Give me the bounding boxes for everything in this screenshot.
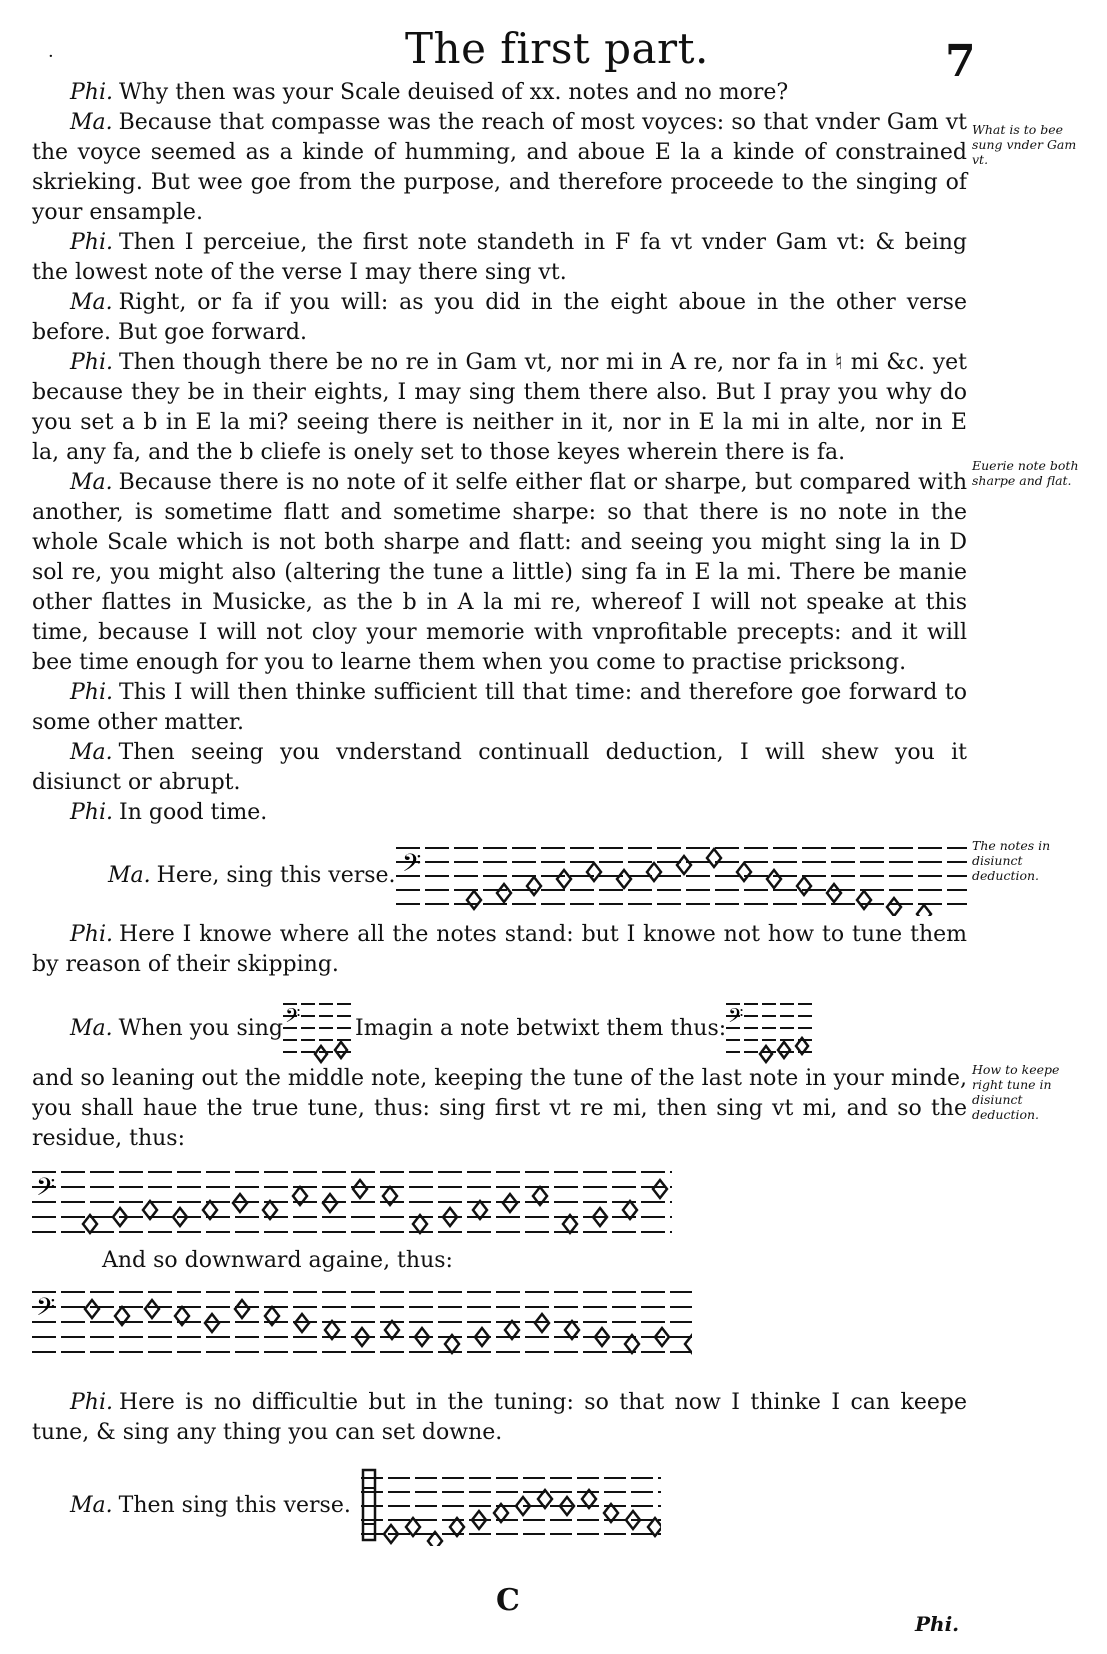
note-head — [467, 891, 481, 909]
paragraph-text: Then sing this verse. — [118, 1493, 351, 1518]
margin-note: What is to bee sung vnder Gam vt. — [972, 122, 1077, 167]
paragraph — [32, 1246, 967, 1276]
note-group — [384, 1490, 661, 1546]
margin-note: Euerie note both sharpe and flat. — [972, 458, 1079, 488]
note-head — [85, 1300, 99, 1318]
paragraph-text: Here, sing this verse. — [156, 863, 396, 888]
music-example-row — [32, 836, 967, 916]
running-header — [0, 18, 1107, 87]
speaker-label: Ma. — [70, 1493, 113, 1518]
paragraph-text: Then I perceiue, the first note standeth in F fa vt vnder Gam vt: & being the lowest note of the verse I may there sing vt. — [32, 230, 967, 285]
paragraph-text: Then seeing you vnderstand continuall deduction, I will shew you it disiunct or abrupt. — [32, 740, 967, 795]
note-head — [497, 884, 511, 902]
speaker-label: Phi. — [70, 680, 114, 705]
paragraph — [32, 678, 967, 738]
paragraph-text: And so downward againe, thus: — [102, 1248, 453, 1273]
paragraph-text: Here I knowe where all the notes stand: but I knowe not how to tune them by reason of their skipping. — [32, 922, 967, 977]
paragraph — [70, 1491, 351, 1521]
paragraph — [32, 468, 967, 678]
music-example-row — [32, 994, 967, 1064]
paragraph-text: Then though there be no re in Gam vt, nor mi in A re, nor fa in ♮ mi &c. yet because they be in their eights, I may sing them there also. But I pray you why do you set a b in E la mi? seeing there is neither in it, nor in E la mi in alte, nor in E la, any fa, and the b cliefe is onely set to those keyes wherein there is fa. — [32, 350, 967, 465]
paragraph-text: This I will then thinke sufficient till that time: and therefore goe forward to some other matter. — [32, 680, 967, 735]
note-head — [767, 870, 781, 888]
paragraph-text: Right, or fa if you will: as you did in the eight aboue in the other verse before. But goe forward. — [32, 290, 967, 345]
note-head — [917, 905, 931, 916]
speaker-label: Ma. — [70, 110, 113, 135]
speaker-label: Phi. — [70, 350, 114, 375]
note-head — [647, 863, 661, 881]
paragraph — [32, 738, 967, 798]
note-head — [737, 863, 751, 881]
paragraph-text: Here is no difficultie but in the tuning: so that now I thinke I can keepe tune, & sing any thing you can set downe. — [32, 1390, 967, 1445]
signature-mark: C — [496, 1583, 520, 1618]
speaker-label: Ma. — [108, 863, 151, 888]
speaker-label: Phi. — [70, 80, 114, 105]
paragraph — [32, 348, 967, 468]
paragraph-text: Because that compasse was the reach of most voyces: so that vnder Gam vt the voyce seemed as a kinde of humming, and aboue E la a kinde of constrained skrieking. But wee goe from the purpose, and therefore proceede to the singing of your ensample. — [32, 110, 967, 225]
speaker-label: Phi. — [70, 1390, 114, 1415]
paragraph — [32, 1064, 967, 1154]
main-text — [32, 78, 967, 1546]
svg-text:𝄢: 𝄢 — [728, 1004, 744, 1032]
svg-text:𝄢: 𝄢 — [401, 849, 421, 884]
music-staff-final — [361, 1466, 661, 1546]
note-group — [83, 1173, 672, 1246]
music-staff-ascending — [32, 1160, 672, 1246]
paragraph — [32, 108, 967, 228]
margin-note: The notes in disiunct deduction. — [972, 838, 1051, 883]
speaker-label: Phi. — [70, 230, 114, 255]
music-example-row — [32, 1466, 967, 1546]
note-head — [617, 870, 631, 888]
svg-text:𝄢: 𝄢 — [36, 1173, 56, 1208]
note-group — [467, 849, 931, 916]
note-head — [353, 1180, 367, 1198]
music-staff-disjunct — [396, 836, 967, 916]
paragraph — [32, 920, 967, 980]
paragraph — [32, 1388, 967, 1448]
note-head — [145, 1300, 159, 1318]
note-head — [677, 856, 691, 874]
speaker-label: Ma. — [70, 1016, 113, 1041]
speaker-label: Ma. — [70, 470, 113, 495]
note-head — [707, 849, 721, 867]
speaker-label: Ma. — [70, 740, 113, 765]
note-head — [797, 877, 811, 895]
paragraph-text: Why then was your Scale deuised of xx. notes and no more? — [119, 80, 789, 105]
music-staff-small — [283, 994, 355, 1064]
print-speck: · — [48, 46, 54, 67]
paragraph — [32, 228, 967, 288]
paragraph — [32, 288, 967, 348]
note-head — [557, 870, 571, 888]
speaker-label: Ma. — [70, 290, 113, 315]
note-head — [887, 898, 901, 916]
note-head — [827, 884, 841, 902]
music-staff-small — [726, 994, 816, 1064]
catchword: Phi. — [915, 1612, 960, 1636]
paragraph — [32, 861, 396, 891]
note-head — [587, 863, 601, 881]
svg-text:𝄢: 𝄢 — [36, 1293, 56, 1328]
music-staff-descending — [32, 1280, 692, 1370]
margin-note: How to keepe right tune in disiunct deduction. — [972, 1062, 1060, 1122]
note-group — [85, 1300, 692, 1367]
note-head — [857, 891, 871, 909]
page-title: The first part. — [405, 24, 709, 73]
paragraph-text: In good time. — [119, 800, 268, 825]
paragraph-text: Because there is no note of it selfe either flat or sharpe, but compared with another, is sometime flatt and sometime sharpe: so that there is no note in the whole Scale which is not both sharpe and flatt: and seeing you might sing la in D sol re, you might also (altering the tune a little) sing fa in E la mi. There be manie other flattes in Musicke, as the b in A la mi re, whereof I will not speake at this time, because I will not cloy your memorie with vnprofitable precepts: and it will bee time enough for you to learne them when you come to practise pricksong. — [32, 470, 967, 675]
page-number: 7 — [945, 36, 976, 87]
speaker-label: Phi. — [70, 922, 114, 947]
paragraph — [32, 798, 967, 828]
paragraph — [32, 78, 967, 108]
paragraph-text: and so leaning out the middle note, keeping the tune of the last note in your minde, you shall haue the true tune, thus: sing first vt re mi, then sing vt mi, and so the residue, thus: — [32, 1066, 967, 1151]
svg-text:𝄢: 𝄢 — [285, 1004, 301, 1032]
note-head — [653, 1180, 667, 1198]
paragraph — [70, 1014, 283, 1044]
note-head — [527, 877, 541, 895]
note-head — [235, 1300, 249, 1318]
paragraph-text: Imagin a note betwixt them thus: — [355, 1016, 727, 1041]
paragraph-text: When you sing — [118, 1016, 284, 1041]
speaker-label: Phi. — [70, 800, 114, 825]
